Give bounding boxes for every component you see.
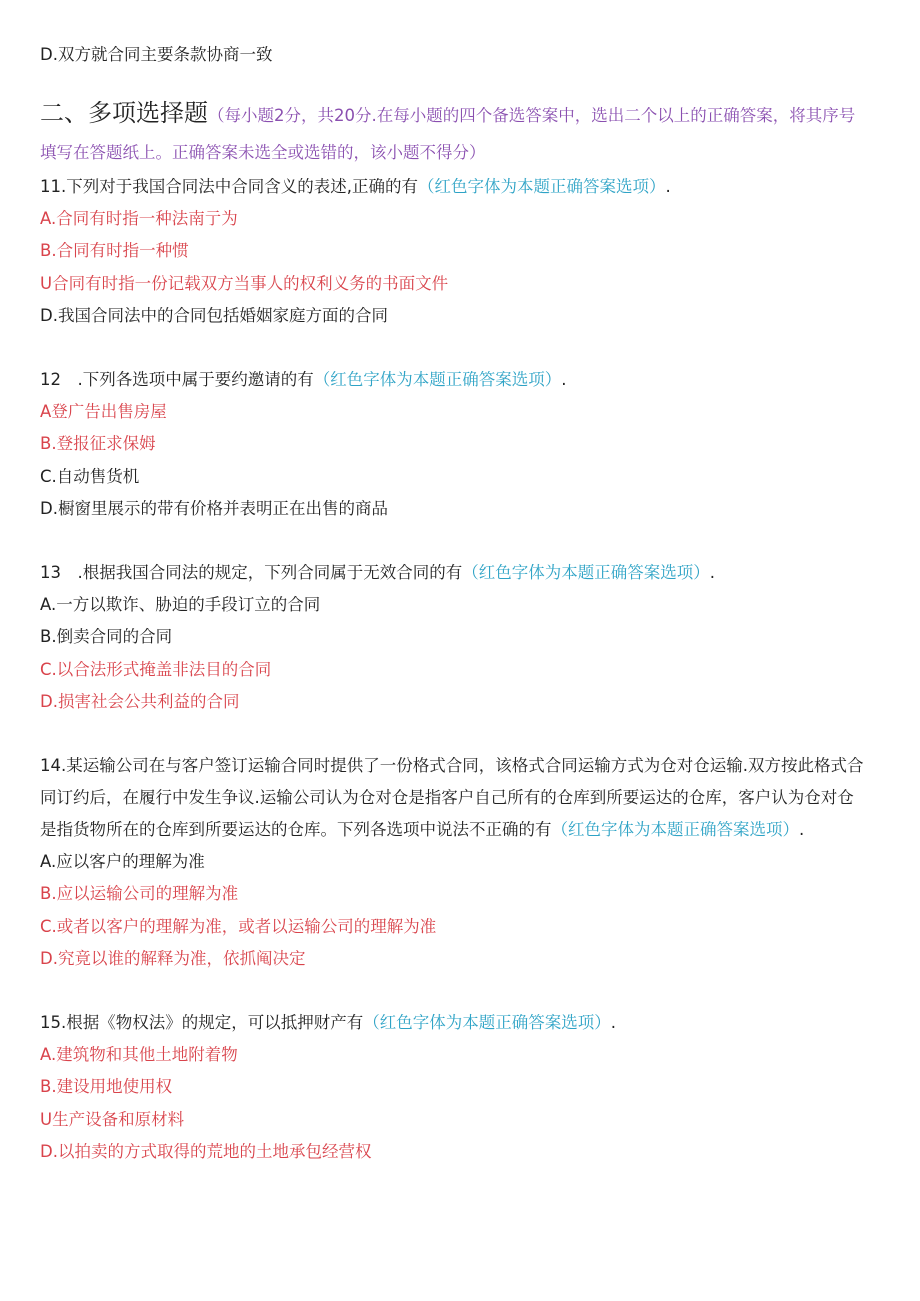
question-15-option-b: B.建设用地使用权 (40, 1077, 173, 1096)
question-14-stem-line2: 同订约后，在履行中发生争议.运输公司认为仓对仓是指客户自己所有的仓库到所要运达的仓库，客户认为仓对仓 (40, 788, 854, 807)
question-13-stem (40, 562, 715, 584)
section-note-line2: 填写在答题纸上。正确答案未选全或选错的，该小题不得分） (40, 143, 486, 162)
stem-tail: . (610, 1013, 616, 1032)
answer-hint: （红色字体为本题正确答案选项） (551, 820, 799, 839)
question-11-option-b: B.合同有时指一种惯 (40, 241, 189, 260)
stem-tail: . (709, 563, 715, 582)
section-title: 二、多项选择题 (40, 99, 208, 127)
question-11-option-a: A.合同有时指一种法南亍为 (40, 209, 238, 228)
stem-tail: . (561, 370, 567, 389)
question-stem: 11.下列对于我国合同法中合同含义的表述,正确的有 (40, 177, 418, 196)
question-13-option-b: B.倒卖合同的合同 (40, 627, 173, 646)
question-15-option-d: D.以拍卖的方式取得的荒地的土地承包经营权 (40, 1142, 372, 1161)
question-15-option-c: U生产设备和原材料 (40, 1110, 185, 1129)
question-12-option-a: A登广告出售房屋 (40, 402, 167, 421)
question-stem: 12 .下列各选项中属于要约邀请的有 (40, 370, 314, 389)
question-11-option-d: D.我国合同法中的合同包括婚姻家庭方面的合同 (40, 306, 388, 325)
question-13-option-c: C.以合法形式掩盖非法目的合同 (40, 660, 272, 679)
stem-tail: . (799, 820, 805, 839)
answer-hint: （红色字体为本题正确答案选项） (313, 370, 562, 389)
question-12-option-c: C.自动售货机 (40, 467, 140, 486)
question-stem: 13 .根据我国合同法的规定，下列合同属于无效合同的有 (40, 563, 463, 582)
question-14-stem-line1: 14.某运输公司在与客户签订运输合同时提供了一份格式合同，该格式合同运输方式为仓对仓运输.双方按此格式合 (40, 756, 864, 775)
question-12-option-d: D.橱窗里展示的带有价格并表明正在出售的商品 (40, 499, 388, 518)
question-14-option-c: C.或者以客户的理解为准，或者以运输公司的理解为准 (40, 917, 437, 936)
question-14-option-b: B.应以运输公司的理解为准 (40, 884, 239, 903)
question-15-option-a: A.建筑物和其他土地附着物 (40, 1045, 238, 1064)
question-13-option-a: A.一方以欺诈、胁迫的手段订立的合同 (40, 595, 321, 614)
question-13-option-d: D.损害社会公共利益的合同 (40, 692, 240, 711)
question-14-option-a: A.应以客户的理解为准 (40, 852, 205, 871)
question-12-stem (40, 369, 567, 391)
question-stem: 15.根据《物权法》的规定，可以抵押财产有 (40, 1013, 364, 1032)
question-stem: 是指货物所在的仓库到所要运达的仓库。下列各选项中说法不正确的有 (40, 820, 552, 839)
section-note-line1: （每小题2分，共20分.在每小题的四个备选答案中，选出二个以上的正确答案，将其序号 (208, 106, 856, 125)
stem-tail: . (665, 177, 671, 196)
section-header (40, 99, 856, 127)
answer-hint: （红色字体为本题正确答案选项） (418, 177, 666, 196)
question-11-option-c: U合同有时指一份记载双方当事人的权利义务的书面文件 (40, 274, 449, 293)
question-14-stem-line3 (40, 819, 804, 841)
question-11-stem (40, 176, 671, 198)
prev-question-option-d: D.双方就合同主要条款协商一致 (40, 45, 273, 64)
question-15-stem (40, 1012, 616, 1034)
question-12-option-b: B.登报征求保姆 (40, 434, 156, 453)
answer-hint: （红色字体为本题正确答案选项） (462, 563, 710, 582)
question-14-option-d: D.究竟以谁的解释为准，依抓阄决定 (40, 949, 306, 968)
answer-hint: （红色字体为本题正确答案选项） (363, 1013, 611, 1032)
